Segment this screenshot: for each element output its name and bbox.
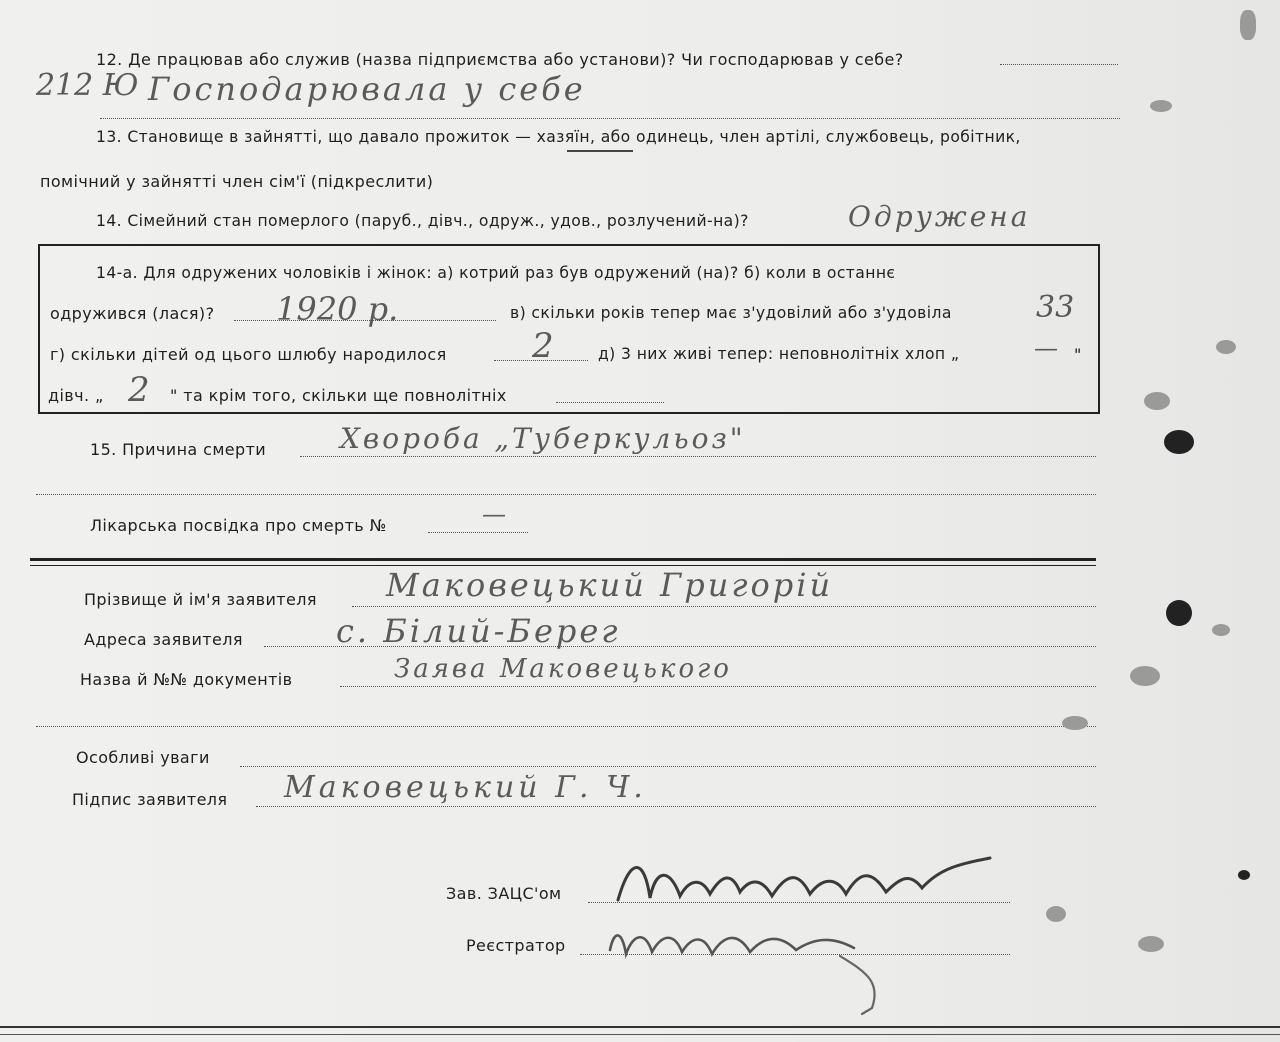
q13-line1: 13. Становище в зайнятті, що давало прожиток — хазяїн, або одинець, член артілі, службовець, робітник, — [96, 128, 1021, 146]
q14-answer: Одружена — [848, 200, 1031, 233]
applicant-extra-line — [36, 726, 1096, 727]
head-signature-image — [610, 848, 1010, 910]
q14a-line3c: " — [1074, 345, 1082, 364]
q14a-line3a: г) скільки дітей од цього шлюбу народилося — [50, 345, 447, 364]
applicant-notes-line — [240, 766, 1096, 767]
medical-cert-value: — — [482, 500, 506, 528]
registrar-signature-image — [600, 910, 900, 1020]
ink-blot — [1062, 716, 1088, 730]
ink-blot — [1130, 666, 1160, 686]
medical-cert-label: Лікарська посвідка про смерть № — [90, 516, 387, 535]
q12-dotted-line — [1000, 64, 1118, 65]
q14a-widowed-age: 33 — [1036, 290, 1075, 325]
q14a-line4b: " та крім того, скільки ще повнолітніх — [170, 386, 507, 405]
q12-answer: Господарювала у себе — [148, 70, 586, 108]
q14a-line3b: д) 3 них живі тепер: неповнолітніх хлоп „ — [598, 345, 960, 363]
ink-blot — [1144, 392, 1170, 410]
applicant-docs-value: Заява Маковецького — [394, 654, 732, 684]
binding-hole-mark — [1164, 430, 1194, 454]
head-label: Зав. ЗАЦС'ом — [446, 884, 562, 903]
applicant-name-label: Прізвище й ім'я заявителя — [84, 590, 317, 609]
q15-label: 15. Причина смерти — [90, 440, 267, 459]
q15-second-line — [36, 494, 1096, 495]
q14-label: 14. Сімейний стан померлого (паруб., дівч., одруж., удов., розлучений-на)? — [96, 212, 749, 230]
ink-blot — [1238, 870, 1250, 880]
q12-label: 12. Де працював або служив (назва підприємства або установи)? Чи господарював у себе? — [96, 50, 904, 69]
applicant-address-value: с. Білий-Берег — [336, 612, 621, 650]
applicant-docs-label: Назва й №№ документів — [80, 670, 293, 689]
applicant-docs-line — [340, 686, 1096, 687]
binding-hole-mark — [1166, 600, 1192, 626]
applicant-signature-line — [256, 806, 1096, 807]
ink-blot — [1138, 936, 1164, 952]
applicant-signature-label: Підпис заявителя — [72, 790, 228, 809]
q15-answer: Хвороба „Туберкульоз" — [340, 422, 746, 455]
separator-thick — [30, 558, 1096, 561]
q14a-line2b: в) скільки років тепер має з'удовілий або з'удовіла — [510, 304, 952, 322]
ink-blot — [1212, 624, 1230, 636]
q14a-line4a: дівч. „ — [48, 386, 104, 405]
q14a-married-year: 1920 р. — [276, 290, 399, 328]
q12-answer-line — [100, 118, 1120, 119]
registrar-label: Реєстратор — [466, 936, 566, 955]
q13-line2: помічний у зайнятті член сім'ї (підкреслити) — [40, 172, 434, 191]
ink-blot — [1150, 100, 1172, 112]
q13-underline-hazyain — [567, 150, 633, 152]
applicant-signature-value: Маковецький Г. Ч. — [284, 770, 647, 805]
applicant-name-value: Маковецький Григорій — [386, 566, 834, 604]
q14a-adults-line — [556, 402, 664, 403]
q14a-girls: 2 — [128, 370, 150, 410]
applicant-name-line — [352, 606, 1096, 607]
bottom-border-thin — [0, 1034, 1280, 1035]
applicant-address-label: Адреса заявителя — [84, 630, 243, 649]
q14a-children-born: 2 — [532, 326, 554, 366]
q14a-boys: — — [1034, 334, 1058, 362]
ink-blot — [1046, 906, 1066, 922]
q15-answer-line — [300, 456, 1096, 457]
q12-margin-note: 212 Ю — [36, 68, 139, 103]
ink-blot — [1216, 340, 1236, 354]
medical-cert-line — [428, 532, 528, 533]
q14a-line1: 14-а. Для одружених чоловіків і жінок: а) котрий раз був одружений (на)? б) коли в останнє — [96, 264, 896, 282]
applicant-notes-label: Особливі уваги — [76, 748, 210, 767]
q14a-line2a: одружився (лася)? — [50, 304, 215, 323]
bottom-border — [0, 1026, 1280, 1028]
ink-blot — [1240, 10, 1256, 40]
